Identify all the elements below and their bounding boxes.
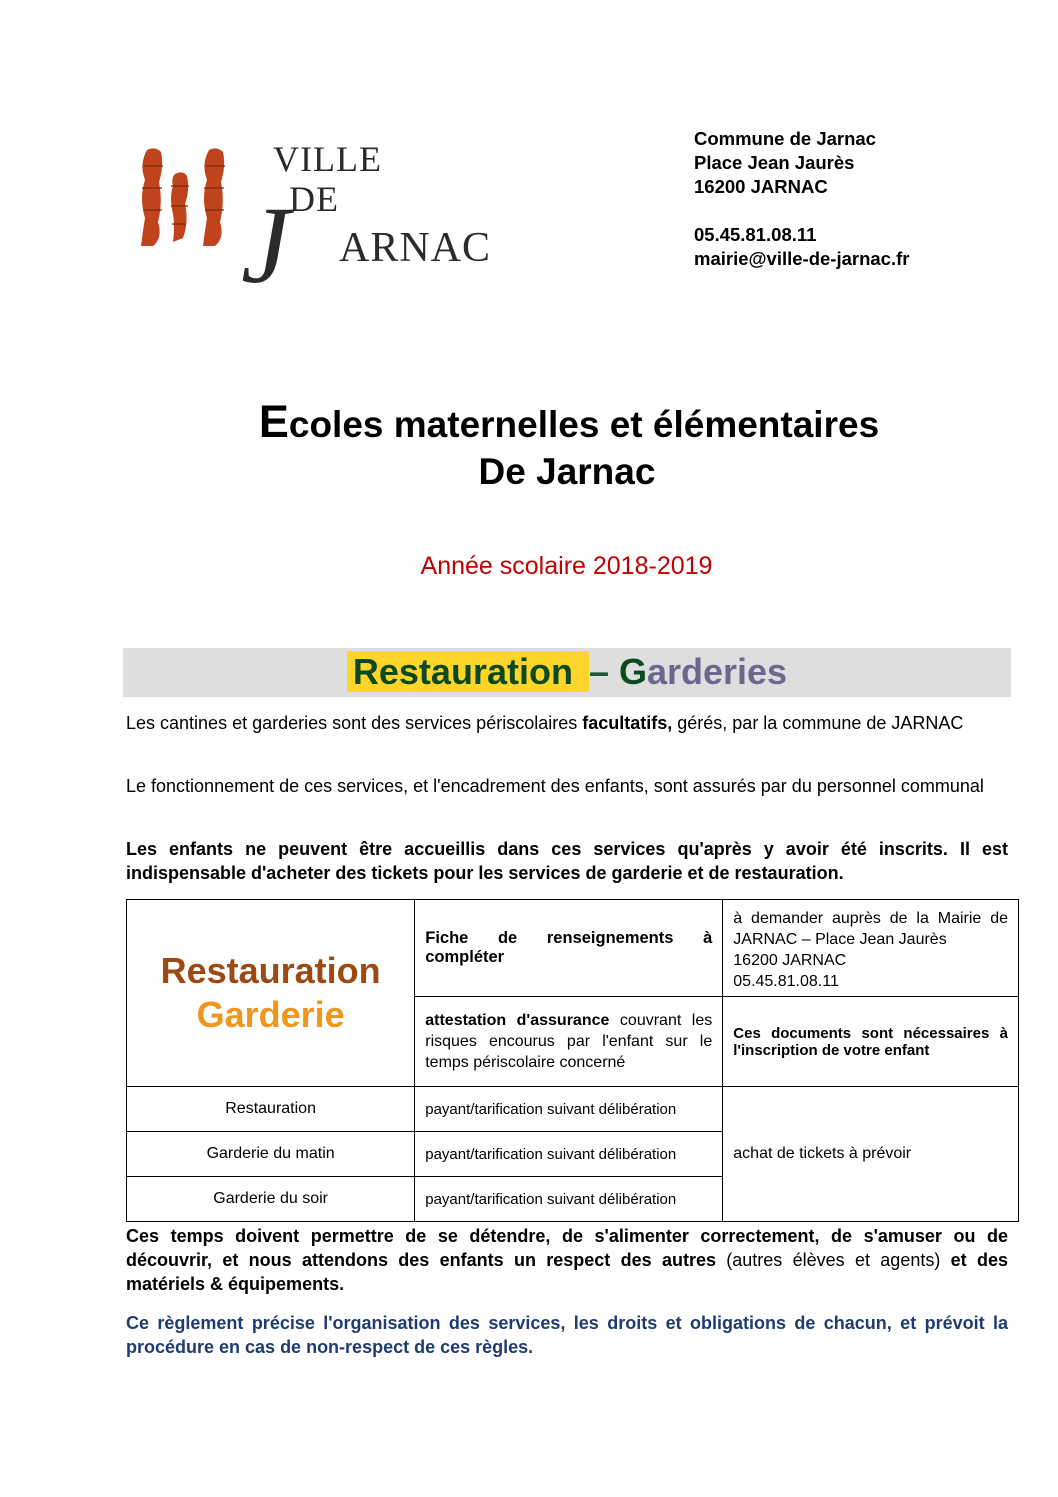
demander-line3: 05.45.81.08.11 bbox=[733, 973, 839, 990]
p4-normal: (autres élèves et agents) bbox=[715, 1250, 941, 1270]
section-banner bbox=[123, 648, 1011, 697]
logo-word-jarnac: ARNAC bbox=[339, 225, 492, 271]
paragraph-intro bbox=[126, 711, 1008, 735]
banner-restauration: Restauration bbox=[347, 651, 589, 692]
services-table bbox=[126, 899, 1019, 1222]
paragraph-fonctionnement: Le fonctionnement de ces services, et l'encadrement des enfants, sont assurés par du personnel communal bbox=[126, 776, 984, 796]
title-rest: coles maternelles et élémentaires bbox=[288, 404, 880, 445]
p1-text: Les cantines et garderies sont des services périscolaires bbox=[126, 713, 583, 733]
school-year: Année scolaire 2018-2019 bbox=[420, 552, 713, 580]
table-title-garderie: Garderie bbox=[196, 994, 345, 1035]
banner-garderies: arderies bbox=[646, 651, 788, 692]
page-title-line1 bbox=[40, 396, 1058, 448]
address-street: Place Jean Jaurès bbox=[694, 152, 855, 173]
page-title-line2: De Jarnac bbox=[478, 451, 656, 492]
ville-de-jarnac-logo bbox=[133, 138, 492, 306]
p4-bold-end: et des matériels & équipements. bbox=[126, 1250, 1008, 1294]
address-commune: Commune de Jarnac bbox=[694, 128, 876, 149]
tarif-cell: payant/tarification suivant délibération bbox=[415, 1132, 723, 1177]
paragraph-reglement: Ce règlement précise l'organisation des services, les droits et obligations de chacun, et prévoit la procédure en cas de non-respect de ces règles. bbox=[126, 1313, 1008, 1357]
title-initial: E bbox=[258, 396, 289, 447]
tarif-cell: payant/tarification suivant délibération bbox=[415, 1177, 723, 1222]
p1-text-end: gérés, par la commune de JARNAC bbox=[672, 713, 964, 733]
logo-word-ville: VILLE bbox=[273, 139, 382, 179]
attestation-text: couvrant les risques encourus par l'enfant sur le temps périscolaire concerné bbox=[425, 1012, 713, 1071]
table-title-restauration: Restauration bbox=[160, 950, 381, 991]
table-row bbox=[127, 1087, 1019, 1132]
documents-cell: Ces documents sont nécessaires à l'inscription de votre enfant bbox=[723, 997, 1019, 1087]
banner-dash: – bbox=[588, 651, 619, 692]
service-cell: Restauration bbox=[127, 1087, 415, 1132]
table-header-cell bbox=[127, 900, 415, 1087]
demander-cell bbox=[723, 900, 1019, 997]
p1-bold: facultatifs, bbox=[582, 713, 673, 733]
tickets-cell: achat de tickets à prévoir bbox=[723, 1087, 1019, 1222]
demander-line1: à demander auprès de la Mairie de JARNAC – Place Jean Jaurès bbox=[733, 910, 1008, 948]
tarif-cell: payant/tarification suivant délibération bbox=[415, 1087, 723, 1132]
attestation-cell bbox=[415, 997, 723, 1087]
section-banner-title bbox=[123, 651, 1011, 693]
service-cell: Garderie du soir bbox=[127, 1177, 415, 1222]
logo-word-de: DE bbox=[289, 179, 339, 219]
fish-emblem-icon bbox=[133, 146, 243, 251]
paragraph-respect bbox=[126, 1224, 1008, 1296]
address-email: mairie@ville-de-jarnac.fr bbox=[694, 248, 910, 269]
address-block bbox=[694, 127, 909, 271]
banner-g: G bbox=[618, 651, 647, 692]
service-cell: Garderie du matin bbox=[127, 1132, 415, 1177]
paragraph-inscription: Les enfants ne peuvent être accueillis dans ces services qu'après y avoir été inscrits. Il est indispensable d'acheter des tickets pour les services de garderie et de restauration. bbox=[126, 839, 1008, 883]
fiche-cell: Fiche de renseignements à compléter bbox=[415, 900, 723, 997]
table-row bbox=[127, 900, 1019, 997]
demander-line2: 16200 JARNAC bbox=[733, 952, 847, 969]
p4-bold-start: Ces temps doivent permettre de se détendre, de s'alimenter correctement, de s'amuser ou de découvrir, et nous attendons des enfants un respect des autres bbox=[126, 1226, 1008, 1270]
address-city: 16200 JARNAC bbox=[694, 176, 828, 197]
logo-initial-j: J bbox=[241, 184, 291, 306]
address-phone: 05.45.81.08.11 bbox=[694, 224, 817, 245]
attestation-bold: attestation d'assurance bbox=[425, 1012, 610, 1029]
